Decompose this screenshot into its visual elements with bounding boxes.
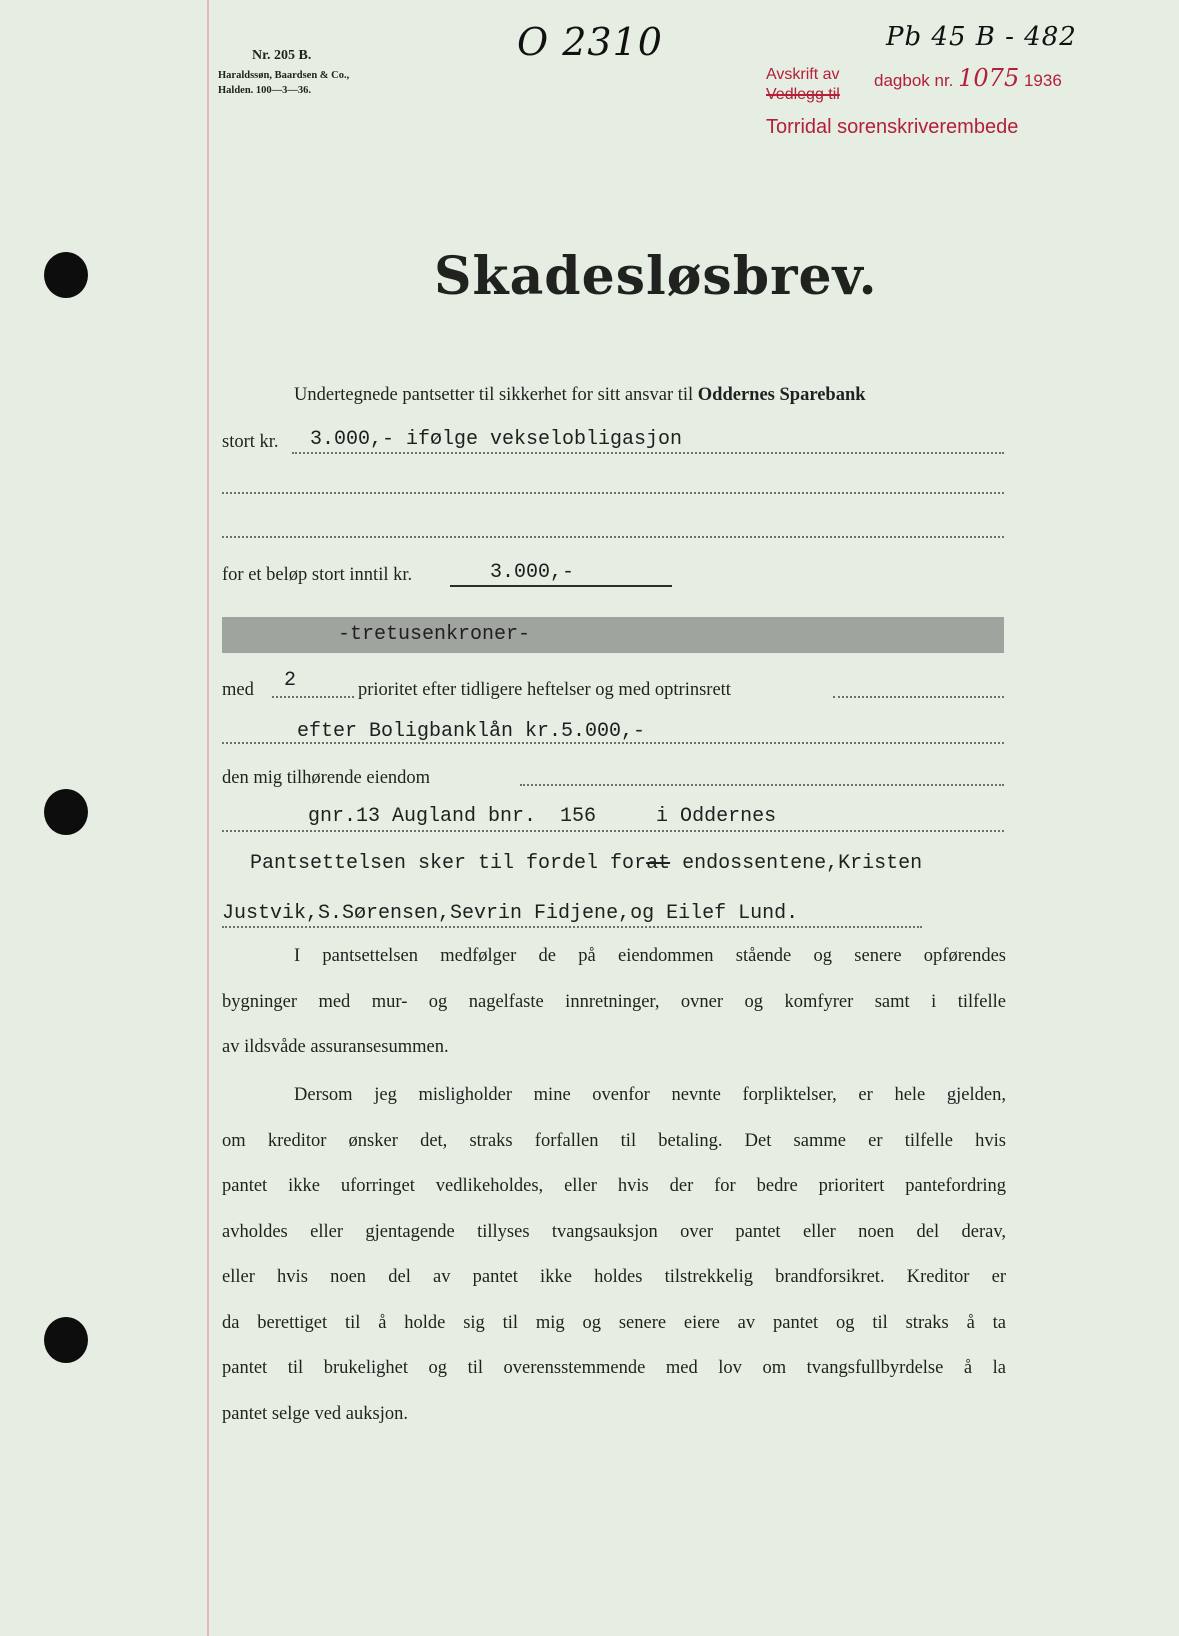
paragraph-line: av ildsvåde assuransesummen. xyxy=(222,1037,449,1057)
creditor-name: Oddernes Sparebank xyxy=(697,385,866,405)
paragraph-line: avholdes eller gjentagende tillyses tvangsauksjon over pantet eller noen del derav, xyxy=(222,1221,1006,1242)
blank-field-line-1 xyxy=(222,490,1004,494)
property-label: den mig tilhørende eiendom xyxy=(222,768,431,788)
paragraph-default-terms xyxy=(222,1073,1006,1437)
paragraph-line: eller hvis noen del av pantet ikke holdes tilstrekkelig brandforsikret. Kreditor er xyxy=(222,1267,1006,1287)
paragraph-line: da berettiget til å holde sig til mig og senere eiere av pantet og til straks å ta xyxy=(222,1312,1006,1333)
priority-tail-line xyxy=(833,694,1004,698)
priority-value: 2 xyxy=(284,669,297,692)
med-label: med xyxy=(222,680,254,700)
document-title: Skadesløsbrev. xyxy=(434,246,878,307)
paragraph-inclusions xyxy=(222,934,1006,1071)
intro-text: Undertegnede pantsetter til sikkerhet for sitt ansvar til xyxy=(294,385,694,405)
stort-field-line xyxy=(292,450,1004,454)
favor-struck: at xyxy=(646,852,671,875)
favor-field-line xyxy=(222,924,922,928)
property-label-line xyxy=(520,782,1004,786)
paragraph-line: om kreditor ønsker det, straks forfallen til betaling. Det samme er tilfelle hvis xyxy=(222,1130,1006,1151)
punch-hole-top xyxy=(44,252,88,298)
blank-field-line-2 xyxy=(222,534,1004,538)
stort-label: stort kr. xyxy=(222,432,279,452)
paragraph-line: I pantsettelsen medfølger de på eiendommen stående og senere opførendes xyxy=(294,946,1006,966)
favor-line-2: Justvik,S.Sørensen,Sevrin Fidjene,og Eilef Lund. xyxy=(222,902,799,925)
printer-imprint xyxy=(218,68,349,98)
stamp-vedlegg: Vedlegg til xyxy=(766,86,840,103)
favor-rest: endossentene,Kristen xyxy=(670,852,923,875)
favor-line-1 xyxy=(250,852,922,875)
after-loan-line xyxy=(222,740,1004,744)
paragraph-line: pantet selge ved auksjon. xyxy=(222,1403,408,1424)
punch-hole-bottom xyxy=(44,1317,88,1363)
office-stamp: Torridal sorenskriverembede xyxy=(766,116,1019,138)
dagbok-year: 1936 xyxy=(1023,71,1062,90)
dagbok-number: 1075 xyxy=(958,64,1020,92)
printer-line-1: Haraldssøn, Baardsen & Co., xyxy=(218,70,350,81)
punch-hole-middle xyxy=(44,789,88,835)
amount-label: for et beløp stort inntil kr. xyxy=(222,565,413,585)
paragraph-line: bygninger med mur- og nagelfaste innretninger, ovner og komfyrer samt i tilfelle xyxy=(222,991,1006,1012)
paragraph-line: pantet ikke uforringet vedlikeholdes, eller hvis der for bedre prioritert pantefordring xyxy=(222,1176,1006,1196)
stamp-avskrift: Avskrift av xyxy=(766,66,840,83)
case-number: O 2310 xyxy=(517,20,663,64)
form-number: Nr. 205 B. xyxy=(252,48,312,63)
property-field-line xyxy=(222,828,1004,832)
amount-words: -tretusenkroner- xyxy=(338,623,531,646)
priority-field-line xyxy=(272,694,354,698)
reference-number: Pb 45 B - 482 xyxy=(886,22,1077,52)
paragraph-line: Dersom jeg misligholder mine ovenfor nevnte forpliktelser, er hele gjelden, xyxy=(294,1085,1006,1105)
priority-text: prioritet efter tidligere heftelser og med optrinsrett xyxy=(358,680,731,700)
favor-text: Pantsettelsen sker til fordel for xyxy=(250,852,647,875)
printer-line-2: Halden. 100—3—36. xyxy=(218,85,312,96)
margin-rule xyxy=(207,0,209,1636)
intro-line xyxy=(294,385,866,406)
after-loan: efter Boligbanklån kr.5.000,- xyxy=(297,720,646,743)
stamp-dagbok xyxy=(874,64,1062,92)
amount-field-line xyxy=(450,585,672,587)
dagbok-label: dagbok nr. xyxy=(874,71,954,90)
property-value: gnr.13 Augland bnr. 156 i Oddernes xyxy=(308,805,777,828)
amount-value: 3.000,- xyxy=(490,561,575,584)
stort-value: 3.000,- ifølge vekselobligasjon xyxy=(310,428,683,451)
paragraph-line: pantet til brukelighet og til overensstemmende med lov om tvangsfullbyrdelse å la xyxy=(222,1358,1006,1378)
